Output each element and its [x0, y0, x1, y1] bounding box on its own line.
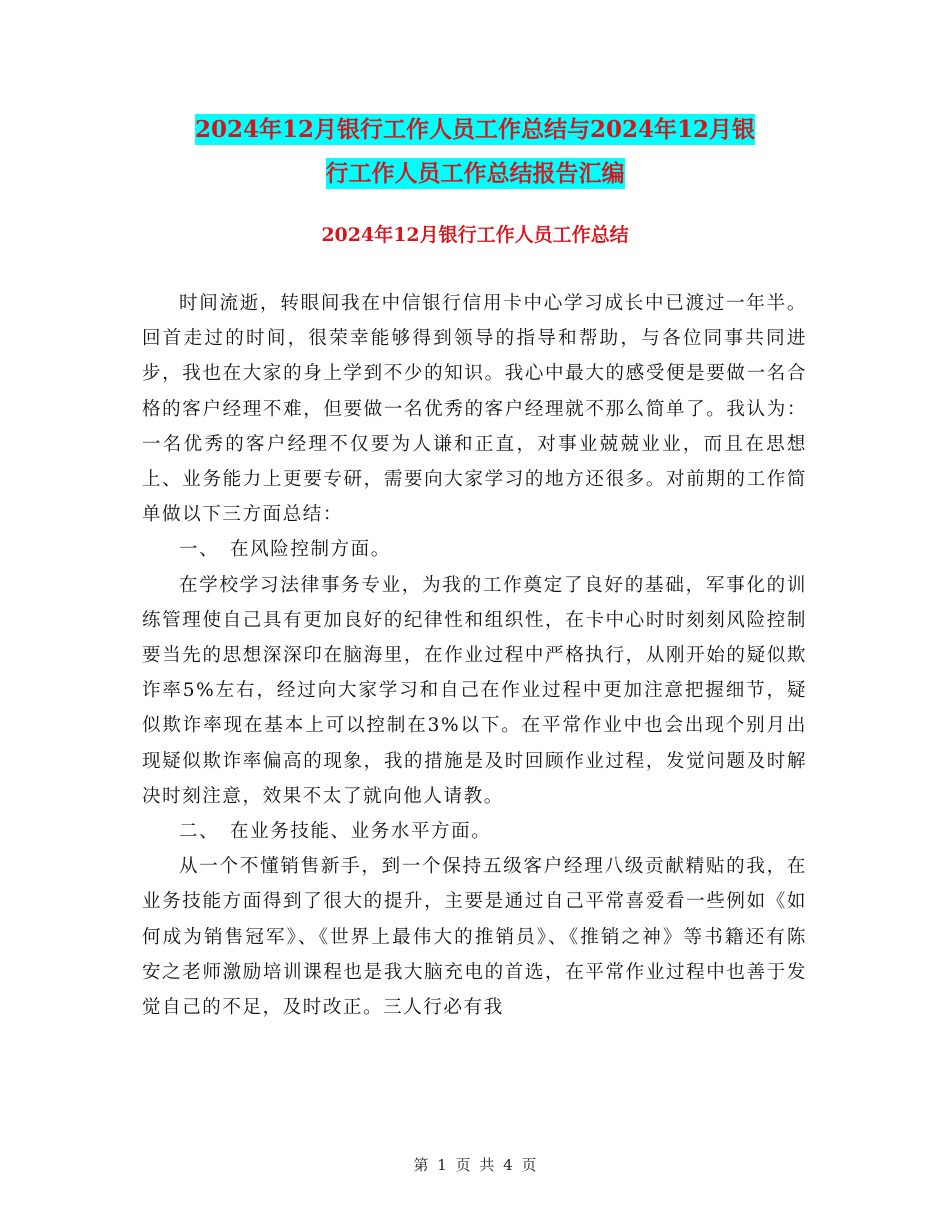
document-body [142, 286, 807, 1025]
page-footer: 第 1 页 共 4 页 [413, 1156, 537, 1174]
heading-business-skills: 二、 在业务技能、业务水平方面。 [179, 821, 492, 843]
title-line-2: 行工作人员工作总结报告汇编 [325, 160, 625, 187]
document-title [140, 108, 810, 196]
title-line-1: 2024年12月银行工作人员工作总结与2024年12月银 [194, 116, 756, 143]
section-title: 2024年12月银行工作人员工作总结 [321, 224, 629, 246]
paragraph-intro: 时间流逝，转眼间我在中信银行信用卡中心学习成长中已渡过一年半。回首走过的时间，很荣幸能够得到领导的指导和帮助，与各位同事共同进步，我也在大家的身上学到不少的知识。我心中最大的感受便是要做一名合格的客户经理不难，但要做一名优秀的客户经理就不那么简单了。我认为：一名优秀的客户经理不仅要为人谦和正直，对事业兢兢业业，而且在思想上、业务能力上更要专研，需要向大家学习的地方还很多。对前期的工作简单做以下三方面总结： [142, 293, 807, 526]
heading-risk-control: 一、 在风险控制方面。 [179, 539, 391, 561]
paragraph-risk-control: 在学校学习法律事务专业，为我的工作奠定了良好的基础，军事化的训练管理使自己具有更加良好的纪律性和组织性，在卡中心时时刻刻风险控制要当先的思想深深印在脑海里，在作业过程中严格执行，从刚开始的疑似欺诈率5%左右，经过向大家学习和自己在作业过程中更加注意把握细节，疑似欺诈率现在基本上可以控制在3%以下。在平常作业中也会出现个别月出现疑似欺诈率偏高的现象，我的措施是及时回顾作业过程，发觉问题及时解决时刻注意，效果不太了就向他人请教。 [142, 574, 807, 807]
paragraph-business-skills: 从一个不懂销售新手，到一个保持五级客户经理八级贡献精贴的我，在业务技能方面得到了很大的提升，主要是通过自己平常喜爱看一些例如《如何成为销售冠军》、《世界上最伟大的推销员》、《推销之神》等书籍还有陈安之老师激励培训课程也是我大脑充电的首选，在平常作业过程中也善于发觉自己的不足，及时改正。三人行必有我 [142, 856, 807, 1019]
